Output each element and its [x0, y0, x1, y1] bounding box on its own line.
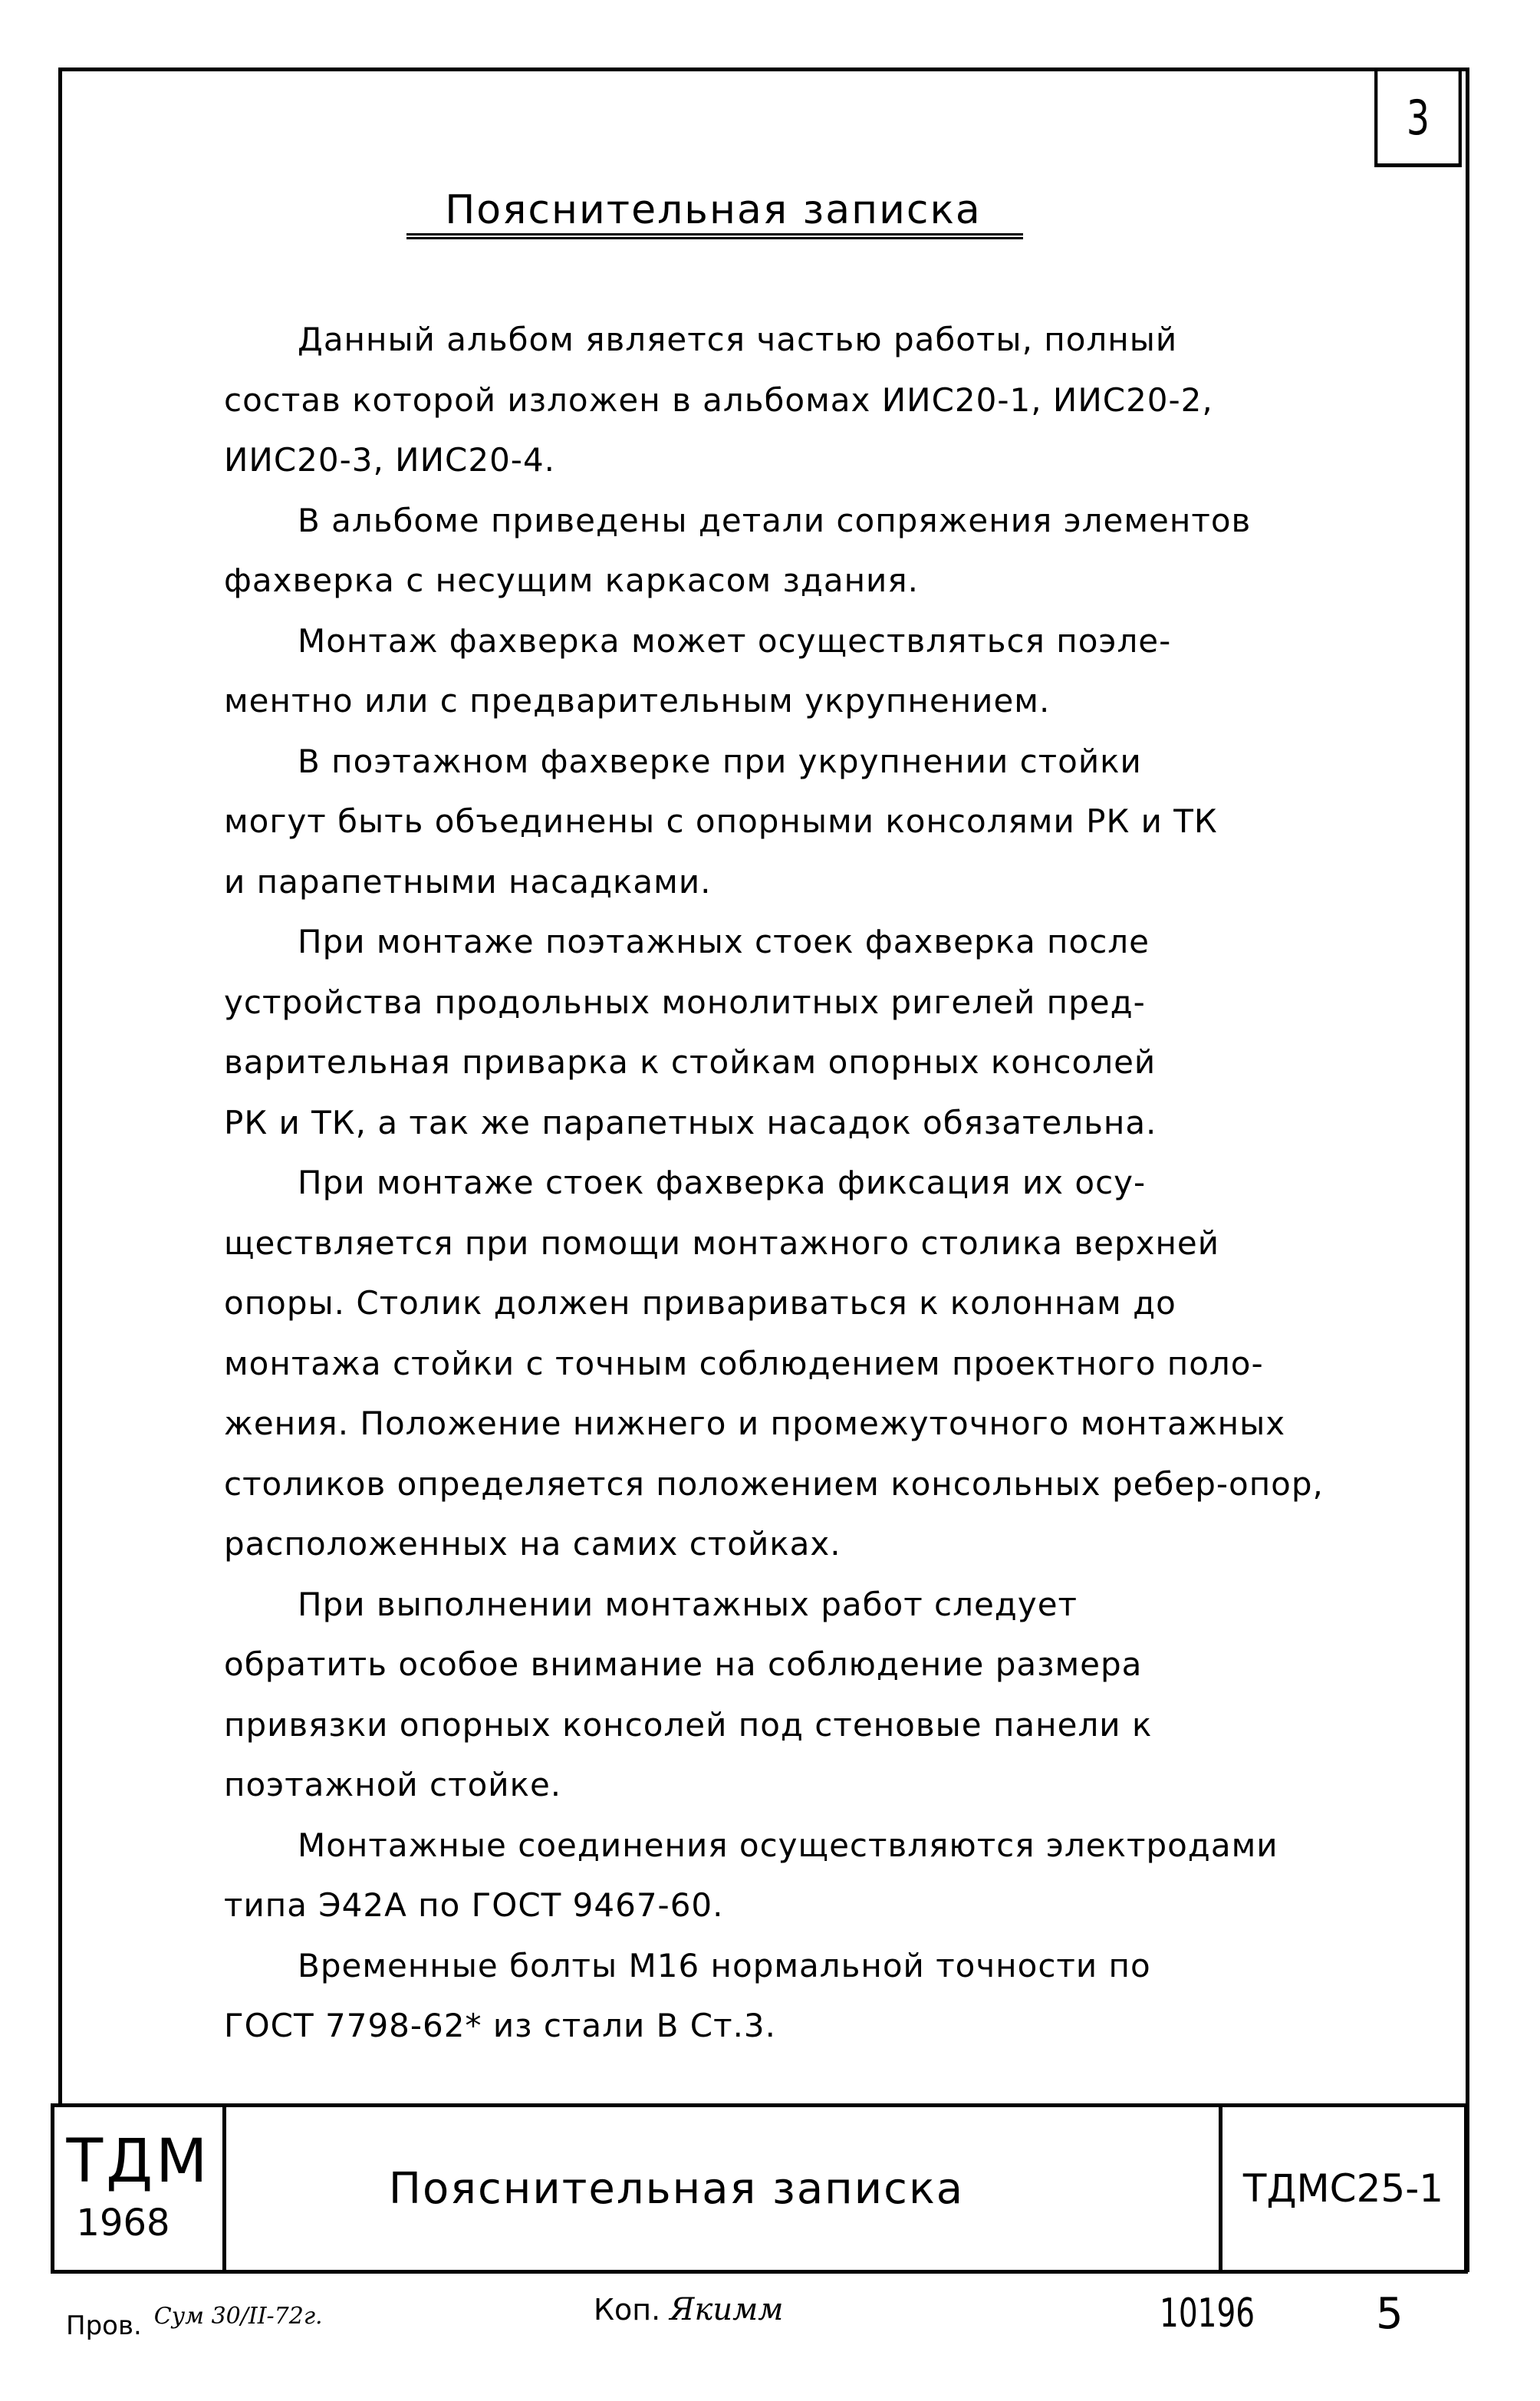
title-block — [51, 2103, 1468, 2274]
text-line: обратить особое внимание на соблюдение размера — [224, 1645, 1143, 1683]
sheet-number-box — [1374, 68, 1462, 167]
text-line: ществляется при помощи монтажного столика верхней — [224, 1224, 1220, 1262]
text-line: типа Э42А по ГОСТ 9467-60. — [224, 1886, 724, 1924]
inventory-number: 10196 — [1160, 2291, 1255, 2337]
copied-signature: Якимм — [670, 2292, 784, 2327]
text-line: фахверка с несущим каркасом здания. — [224, 562, 919, 599]
text-line: Монтажные соединения осуществляются электродами — [298, 1826, 1278, 1864]
title-underline — [406, 233, 1023, 239]
text-line: привязки опорных консолей под стеновые панели к — [224, 1705, 1153, 1744]
page-number: 5 — [1376, 2289, 1403, 2339]
footer — [0, 2286, 1540, 2363]
text-line: жения. Положение нижнего и промежуточного монтажных — [224, 1405, 1286, 1442]
checked-signature: Сум 30/II-72г. — [153, 2303, 323, 2330]
text-line: При монтаже поэтажных стоек фахверка после — [298, 923, 1150, 960]
text-line: состав которой изложен в альбомах ИИС20-1, ИИС20-2, — [224, 380, 1213, 419]
checked-label: Пров. — [66, 2310, 142, 2341]
text-line: В поэтажном фахверке при укрупнении стойки — [298, 742, 1142, 780]
text-line: опоры. Столик должен привариваться к колоннам до — [224, 1284, 1176, 1322]
album-code: ТДМС25-1 — [1219, 2107, 1464, 2270]
checked-by — [66, 2303, 323, 2341]
organization-code: ТДМ — [66, 2127, 211, 2196]
text-line: и парапетными насадками. — [224, 862, 712, 901]
year: 1968 — [76, 2202, 170, 2245]
text-line: монтажа стойки с точным соблюдением проектного поло- — [224, 1344, 1264, 1382]
text-line: ментно или с предварительным укрупнением. — [224, 682, 1051, 720]
text-line: поэтажной стойке. — [224, 1766, 562, 1803]
text-line: расположенных на самих стойках. — [224, 1525, 841, 1563]
text-line: При выполнении монтажных работ следует — [298, 1585, 1078, 1623]
text-line: ГОСТ 7798-62* из стали В Ст.3. — [224, 2007, 776, 2044]
sheet-number: 3 — [1406, 89, 1430, 146]
document-title: Пояснительная записка — [445, 187, 982, 233]
text-line: ИИС20-3, ИИС20-4. — [224, 441, 556, 479]
text-line: устройства продольных монолитных ригелей пред- — [224, 983, 1146, 1021]
title-block-org-cell — [54, 2107, 226, 2270]
text-line: могут быть объединены с опорными консолями РК и ТК — [224, 802, 1218, 840]
text-line: РК и ТК, а так же парапетных насадок обязательна. — [224, 1103, 1157, 1141]
text-line: Временные болты М16 нормальной точности по — [298, 1946, 1151, 1984]
text-line: Монтаж фахверка может осуществляться поэле- — [298, 621, 1172, 660]
text-line: Данный альбом является частью работы, полный — [298, 321, 1178, 358]
text-line: варительная приварка к стойкам опорных консолей — [224, 1043, 1157, 1081]
text-line: При монтаже стоек фахверка фиксация их осу- — [298, 1164, 1147, 1201]
copied-by — [594, 2292, 783, 2327]
copied-label: Коп. — [594, 2293, 661, 2327]
text-line: столиков определяется положением консольных ребер-опор, — [224, 1464, 1324, 1503]
text-line: В альбоме приведены детали сопряжения элементов — [298, 501, 1252, 539]
explanatory-note-body — [224, 310, 1420, 2057]
sheet-title: Пояснительная записка — [388, 2163, 965, 2214]
